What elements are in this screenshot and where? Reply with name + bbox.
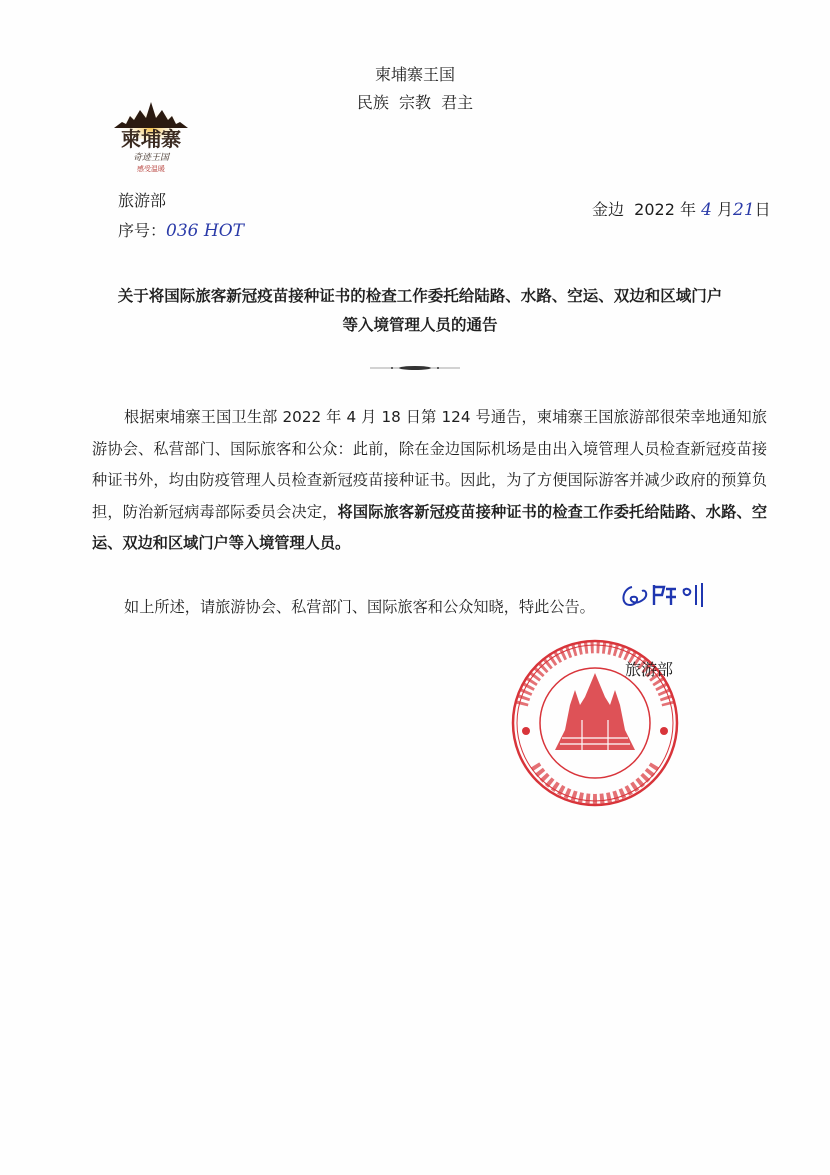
notice-title-line1: 关于将国际旅客新冠疫苗接种证书的检查工作委托给陆路、水路、空运、双边和区域门户 [117,287,723,305]
serial-handwritten: 036 HOT [166,221,244,241]
svg-text:感受温暖: 感受温暖 [137,165,165,173]
ministry-name: 旅游部 [118,191,167,210]
document-date [592,197,771,220]
logo-text: 柬埔寨 [121,127,181,151]
handwritten-signature [618,575,713,615]
date-day: 21 [733,200,755,220]
serial-label: 序号： [118,221,167,240]
date-day-unit: 日 [754,200,771,219]
kingdom-motto: 民族 宗教 君主 [356,93,474,112]
date-month-unit: 月 [711,200,733,219]
notice-title-line2: 等入境管理人员的通告 [342,316,498,334]
serial-number [118,218,244,241]
stamp-ministry-label: 旅游部 [625,660,674,679]
ornamental-divider [370,364,460,372]
paragraph-1-decision: 将国际旅客新冠疫苗接种证书的检查工作委托给陆路、水路、空运、双边和区域门户等入境管理人员。 [92,502,768,553]
paragraph-1-text: 根据柬埔寨王国卫生部 2022 年 4 月 18 日第 124 号通告，柬埔寨王国旅游部很荣幸地通知旅游协会、私营部门、国际旅客和公众：此前，除在金边国际机场是由出入境管理人员检查新冠疫苗接种证书外，均由防疫管理人员检查新冠疫苗接种证书。因此，为了方便国际游客并减少政府的预算负担，防治新冠病毒部际委员会决定， [92,408,767,521]
notice-body-paragraph-2: 如上所述，请旅游协会、私营部门、国际旅客和公众知晓，特此公告。 [124,598,595,616]
svg-text:奇迹王国: 奇迹王国 [132,153,170,163]
cambodia-tourism-logo [96,98,206,176]
notice-body-paragraph-1 [92,402,767,560]
date-place-year: 金边 2022 年 [592,200,702,219]
kingdom-name: 柬埔寨王国 [374,65,455,84]
date-month: 4 [701,200,712,220]
